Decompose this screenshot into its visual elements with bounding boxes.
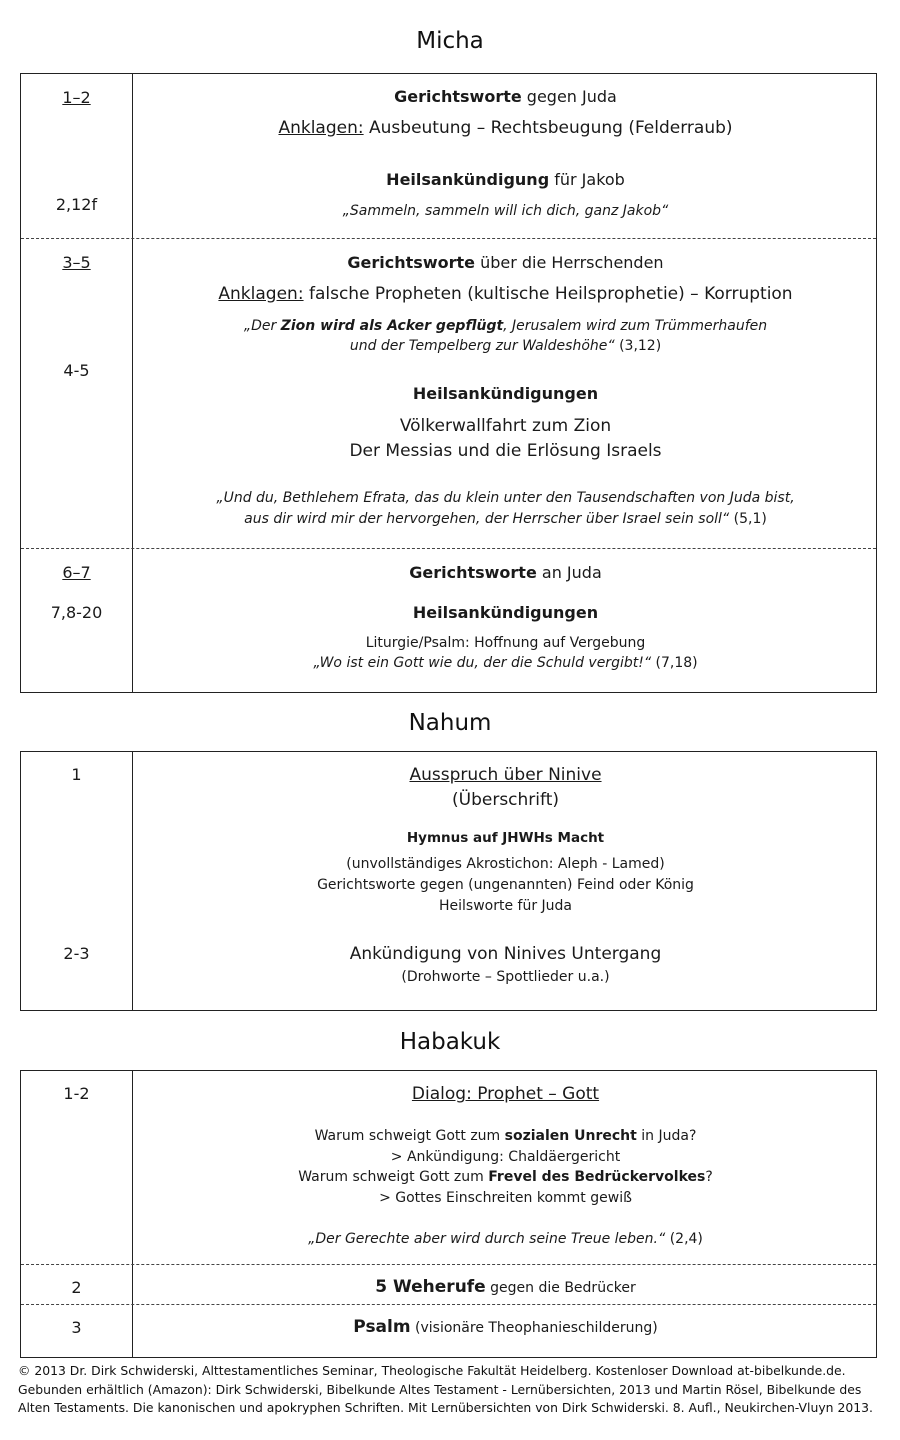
footer-line: © 2013 Dr. Dirk Schwiderski, Alttestamentliches Seminar, Theologische Fakultät Heidelberg. Kostenloser Download at-bibelkunde.de. <box>18 1363 846 1378</box>
section-divider <box>21 238 876 239</box>
copyright-footer <box>18 1362 884 1418</box>
judgment-heading: Gerichtsworte über die Herrschenden <box>347 253 664 272</box>
habakuk-table <box>20 1070 877 1358</box>
dialog-line: > Ankündigung: Chaldäergericht <box>390 1149 621 1165</box>
salvation-heading: Heilsankündigungen <box>412 603 599 622</box>
verse-ref: 4-5 <box>63 361 90 380</box>
section-subheading: (Überschrift) <box>452 790 559 810</box>
column-divider <box>132 74 133 692</box>
dialog-line: > Gottes Einschreiten kommt gewiß <box>379 1190 632 1206</box>
dialog-line: Warum schweigt Gott zum sozialen Unrecht in Juda? <box>314 1128 697 1144</box>
footer-line: Gebunden erhältlich (Amazon): Dirk Schwiderski, Bibelkunde Altes Testament - Lernübersichten, 2013 und Martin Rösel, Bibelkunde des <box>18 1381 862 1397</box>
chapter-ref: 2-3 <box>63 944 90 963</box>
psalm-line: Psalm (visionäre Theophanieschilderung) <box>353 1317 658 1337</box>
column-divider <box>132 1071 133 1357</box>
quote-line: „Der Zion wird als Acker gepflügt, Jerusalem wird zum Trümmerhaufen <box>243 318 768 334</box>
chapter-ref: 2 <box>71 1278 82 1297</box>
chapter-ref: 1-2 <box>63 1084 90 1103</box>
liturgy-line: Liturgie/Psalm: Hoffnung auf Vergebung <box>365 635 646 651</box>
quote-line: aus dir wird mir der hervorgehen, der Herrscher über Israel sein soll“ (5,1) <box>244 511 767 527</box>
hymn-heading: Hymnus auf JHWHs Macht <box>406 830 605 846</box>
section-divider <box>21 548 876 549</box>
quote-line: „Der Gerechte aber wird durch seine Treue leben.“ (2,4) <box>308 1231 703 1247</box>
salvation-item: Völkerwallfahrt zum Zion <box>399 416 612 436</box>
hymn-line: Heilsworte für Juda <box>438 898 572 914</box>
chapter-ref: 1–2 <box>62 88 91 107</box>
charges-line: Anklagen: Ausbeutung – Rechtsbeugung (Felderraub) <box>278 118 733 138</box>
announcement-subline: (Drohworte – Spottlieder u.a.) <box>401 969 610 985</box>
section-divider <box>21 1264 876 1265</box>
chapter-ref: 3–5 <box>62 253 91 272</box>
judgment-heading: Gerichtsworte gegen Juda <box>394 87 617 106</box>
dialog-line: Warum schweigt Gott zum Frevel des Bedrückervolkes? <box>298 1169 713 1185</box>
hymn-line: Gerichtsworte gegen (ungenannten) Feind oder König <box>317 877 694 893</box>
footer-line: Alten Testaments. Die kanonischen und apokryphen Schriften. Mit Lernübersichten von Dirk Schwiderski. 8. Aufl., Neukirchen-Vluyn 2013. <box>18 1400 873 1415</box>
nahum-title: Nahum <box>408 710 492 736</box>
section-heading: Ausspruch über Ninive <box>409 765 602 785</box>
quote-line: und der Tempelberg zur Waldeshöhe“ (3,12) <box>349 338 662 354</box>
charges-line: Anklagen: falsche Propheten (kultische Heilsprophetie) – Korruption <box>218 284 793 304</box>
salvation-item: Der Messias und die Erlösung Israels <box>349 441 662 461</box>
salvation-heading: Heilsankündigung für Jakob <box>386 170 625 189</box>
habakuk-title: Habakuk <box>399 1029 501 1055</box>
dialog-heading: Dialog: Prophet – Gott <box>411 1084 600 1104</box>
quote-line: „Und du, Bethlehem Efrata, das du klein unter den Tausendschaften von Juda bist, <box>216 490 795 506</box>
verse-ref: 7,8-20 <box>50 603 103 622</box>
verse-ref: 2,12f <box>55 195 98 214</box>
quote-line: „Wo ist ein Gott wie du, der die Schuld vergibt!“ (7,18) <box>313 655 698 671</box>
hymn-line: (unvollständiges Akrostichon: Aleph - Lamed) <box>346 856 665 872</box>
chapter-ref: 6–7 <box>62 563 91 582</box>
salvation-heading: Heilsankündigungen <box>412 384 599 403</box>
section-divider <box>21 1304 876 1305</box>
micha-table <box>20 73 877 693</box>
chapter-ref: 1 <box>71 765 82 784</box>
judgment-heading: Gerichtsworte an Juda <box>409 563 602 582</box>
announcement-heading: Ankündigung von Ninives Untergang <box>349 944 662 964</box>
woe-line: 5 Weherufe gegen die Bedrücker <box>375 1277 636 1297</box>
micha-title: Micha <box>416 28 484 54</box>
nahum-table <box>20 751 877 1011</box>
quote: „Sammeln, sammeln will ich dich, ganz Jakob“ <box>342 203 669 219</box>
chapter-ref: 3 <box>71 1318 82 1337</box>
